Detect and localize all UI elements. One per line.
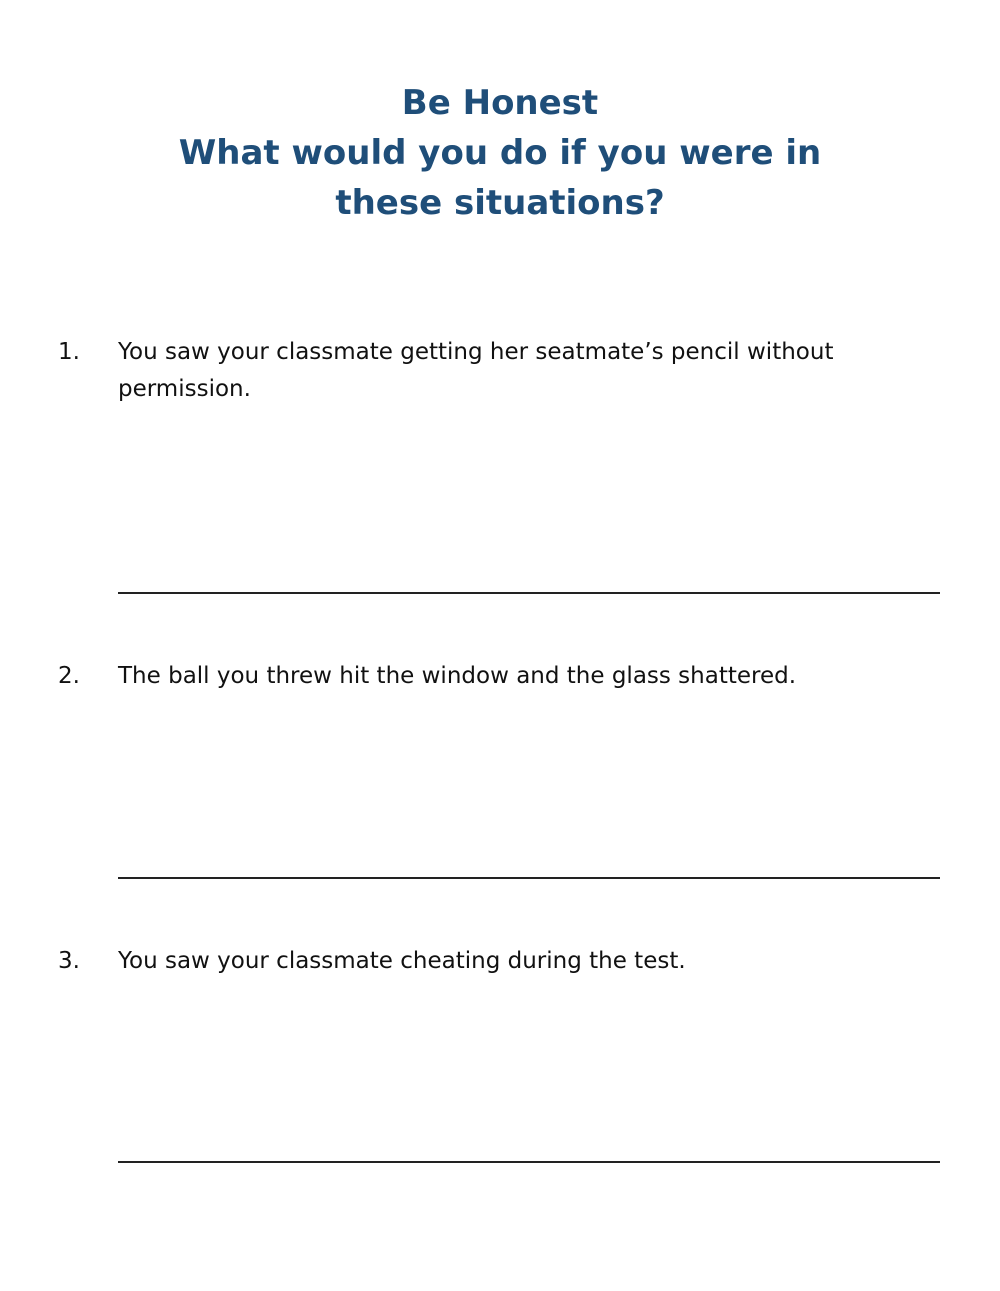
question-text: You saw your classmate getting her seatmate’s pencil without permission. bbox=[118, 339, 834, 402]
answer-line-3[interactable] bbox=[118, 1161, 940, 1163]
page-title: Be Honest bbox=[401, 83, 599, 123]
question-number: 2. bbox=[58, 663, 80, 689]
question-1 bbox=[58, 334, 938, 408]
answer-line-2[interactable] bbox=[118, 877, 940, 879]
question-text: The ball you threw hit the window and the glass shattered. bbox=[118, 663, 797, 689]
question-3 bbox=[58, 943, 938, 980]
question-number: 1. bbox=[58, 339, 80, 365]
question-2 bbox=[58, 658, 938, 695]
page-subtitle: What would you do if you were in these situations? bbox=[178, 133, 822, 223]
question-number: 3. bbox=[58, 948, 80, 974]
answer-line-1[interactable] bbox=[118, 592, 940, 594]
question-text: You saw your classmate cheating during the test. bbox=[118, 948, 686, 974]
worksheet-header bbox=[0, 78, 1000, 228]
